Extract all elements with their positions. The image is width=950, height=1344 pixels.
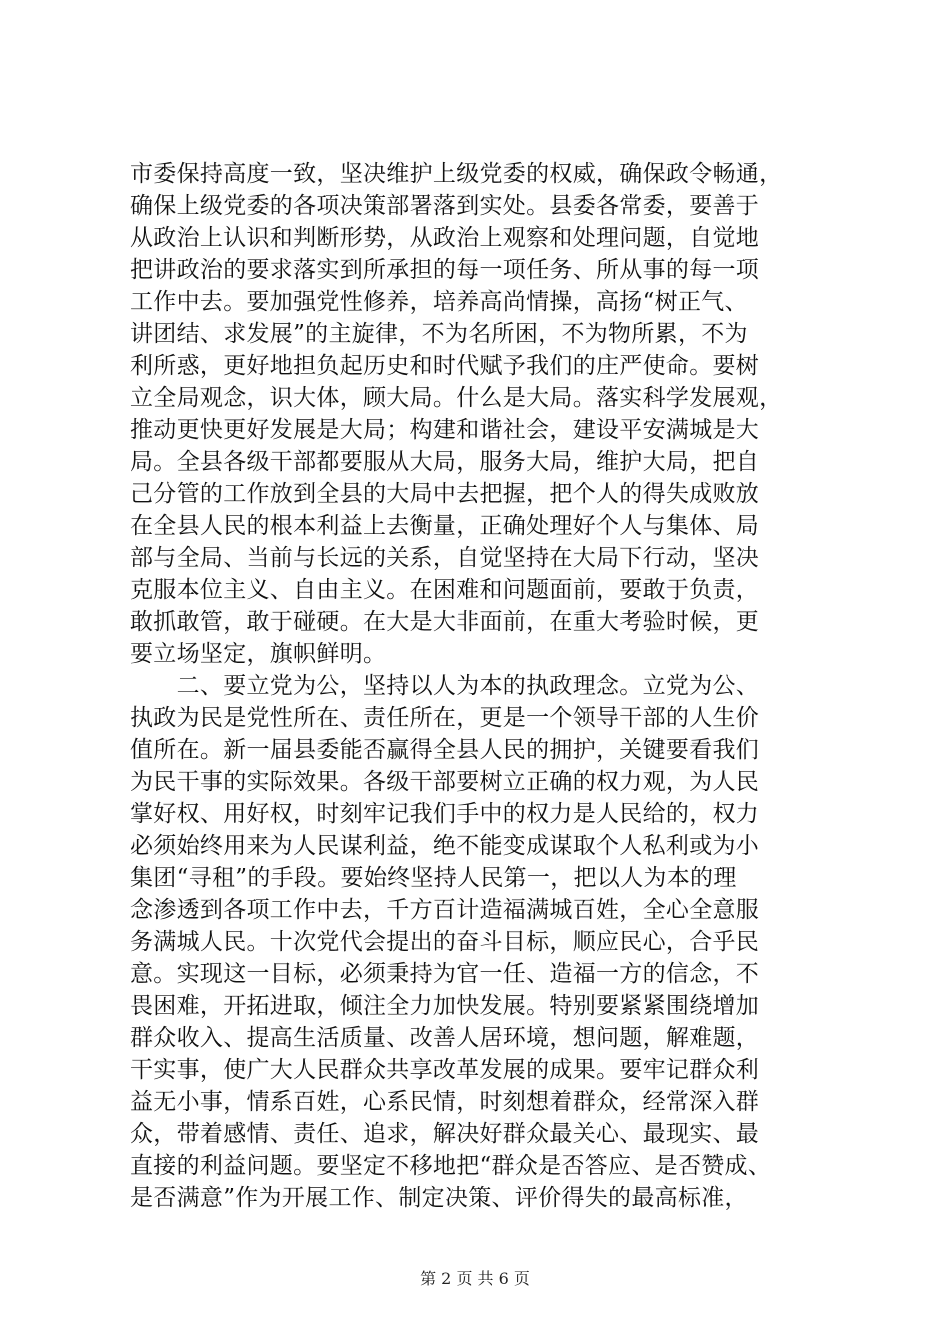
- text-line: 己分管的工作放到全县的大局中去把握，把个人的得失成败放: [130, 481, 760, 507]
- text-line: 把讲政治的要求落实到所承担的每一项任务、所从事的每一项: [130, 257, 760, 283]
- text-line: 要立场坚定，旗帜鲜明。: [130, 641, 387, 667]
- text-line: 在全县人民的根本利益上去衡量，正确处理好个人与集体、局: [130, 513, 760, 539]
- text-line: 市委保持高度一致，坚决维护上级党委的权威，确保政令畅通，: [130, 161, 783, 187]
- text-line: 意。实现这一目标，必须秉持为官一任、造福一方的信念，不: [130, 961, 760, 987]
- text-line: 集团“寻租”的手段。要始终坚持人民第一，把以人为本的理: [130, 865, 737, 891]
- document-body: [130, 158, 830, 1214]
- text-line: 值所在。新一届县委能否赢得全县人民的拥护，关键要看我们: [130, 737, 760, 763]
- text-line: 利所惑，更好地担负起历史和时代赋予我们的庄严使命。要树: [130, 353, 760, 379]
- text-line: 敢抓敢管，敢于碰硬。在大是大非面前，在重大考验时候，更: [130, 609, 760, 635]
- text-line: 执政为民是党性所在、责任所在，更是一个领导干部的人生价: [130, 705, 760, 731]
- text-line: 群众收入、提高生活质量、改善人居环境，想问题，解难题，: [130, 1025, 760, 1051]
- text-line: 部与全局、当前与长远的关系，自觉坚持在大局下行动，坚决: [130, 545, 760, 571]
- text-line: 工作中去。要加强党性修养，培养高尚情操，高扬“树正气、: [130, 289, 748, 315]
- text-line: 克服本位主义、自由主义。在困难和问题面前，要敢于负责，: [130, 577, 760, 603]
- text-line: 畏困难，开拓进取，倾注全力加快发展。特别要紧紧围绕增加: [130, 993, 760, 1019]
- text-line: 局。全县各级干部都要服从大局，服务大局，维护大局，把自: [130, 449, 760, 475]
- text-line: 念渗透到各项工作中去，千方百计造福满城百姓，全心全意服: [130, 897, 760, 923]
- text-line: 益无小事，情系百姓，心系民情，时刻想着群众，经常深入群: [130, 1089, 760, 1115]
- text-line: 讲团结、求发展”的主旋律，不为名所困，不为物所累，不为: [130, 321, 748, 347]
- text-line: 推动更快更好发展是大局；构建和谐社会，建设平安满城是大: [130, 417, 760, 443]
- text-line: 掌好权、用好权，时刻牢记我们手中的权力是人民给的，权力: [130, 801, 760, 827]
- text-line: 干实事，使广大人民群众共享改革发展的成果。要牢记群众利: [130, 1057, 760, 1083]
- text-line: 二、要立党为公，坚持以人为本的执政理念。立党为公、: [130, 673, 760, 699]
- page-number-footer: 第 2 页 共 6 页: [420, 1269, 530, 1288]
- text-line: 直接的利益问题。要坚定不移地把“群众是否答应、是否赞成、: [130, 1153, 772, 1179]
- text-line: 为民干事的实际效果。各级干部要树立正确的权力观，为人民: [130, 769, 760, 795]
- text-line: 众，带着感情、责任、追求，解决好群众最关心、最现实、最: [130, 1121, 760, 1147]
- text-line: 立全局观念，识大体，顾大局。什么是大局。落实科学发展观，: [130, 385, 783, 411]
- text-line: 务满城人民。十次党代会提出的奋斗目标，顺应民心，合乎民: [130, 929, 760, 955]
- text-line: 必须始终用来为人民谋利益，绝不能变成谋取个人私利或为小: [130, 833, 760, 859]
- text-line: 确保上级党委的各项决策部署落到实处。县委各常委，要善于: [130, 193, 760, 219]
- text-line: 是否满意”作为开展工作、制定决策、评价得失的最高标准，: [130, 1185, 748, 1211]
- text-line: 从政治上认识和判断形势，从政治上观察和处理问题，自觉地: [130, 225, 760, 251]
